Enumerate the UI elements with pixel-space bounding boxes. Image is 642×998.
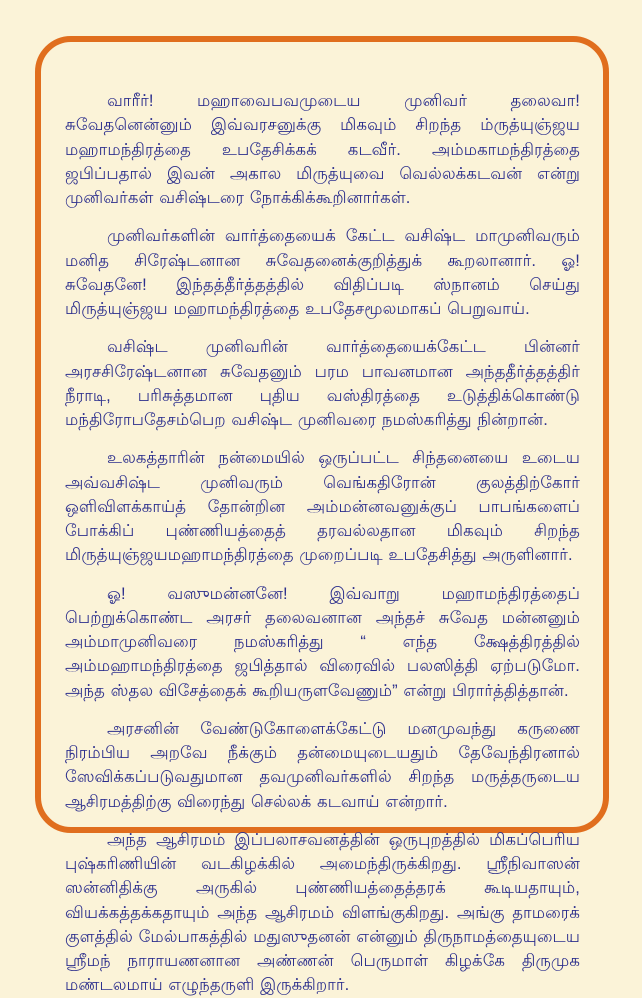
paragraph-3: வசிஷ்ட முனிவரின் வார்த்தையைக்கேட்ட பின்னர் அரசசிரேஷ்டனான சுவேதனும் பரம பாவனமான அந்ததீர்த்தத்திர் நீராடி, பரிசுத்தமான புதிய வஸ்திரத்தை உடுத்திக்கொண்டு மந்திரோபதேசம்பெற வசிஷ்ட முனிவரை நமஸ்கரித்து நின்றான். — [65, 338, 580, 429]
paragraph-1: வாரீர்! மஹாவைபவமுடைய முனிவர் தலைவா! சுவேதனென்னும் இவ்வரசனுக்கு மிகவும் சிறந்த ம்ருத்யுஞ்ஜய மஹாமந்திரத்தை உபதேசிக்கக் கடவீர். அம்மகாமந்திரத்தை ஜபிப்பதால் இவன் அகால மிருத்யுவை வெல்லக்கடவன் என்று முனிவர்கள் வசிஷ்டரை நோக்கிக்கூறினார்கள். — [65, 92, 580, 207]
paragraph-5: ஓ! வஸுமன்னனே! இவ்வாறு மஹாமந்திரத்தைப் பெற்றுக்கொண்ட அரசர் தலைவனான அந்தச் சுவேத மன்னனும் அம்மாமுனிவரை நமஸ்கரித்து “ எந்த க்ஷேத்திரத்தில் அம்மஹாமந்திரத்தை ஜபித்தால் விரைவில் பலஸித்தி ஏற்படுமோ. அந்த ஸ்தல விசேத்தைக் கூறியருளவேணும்” என்று பிரார்த்தித்தான். — [65, 584, 580, 700]
paragraph-2: முனிவர்களின் வார்த்தையைக் கேட்ட வசிஷ்ட மாமுனிவரும் மனித சிரேஷ்டனான சுவேதனைக்குறித்துக் கூறலானார். ஓ! சுவேதனே! இந்தத்தீர்த்தத்தில் விதிப்படி ஸ்நானம் செய்து மிருத்யுஞ்ஜய மஹாமந்திரத்தை உபதேசமூலமாகப் பெறுவாய். — [65, 227, 580, 318]
paragraph-4: உலகத்தாரின் நன்மையில் ஒருப்பட்ட சிந்தனையை உடைய அவ்வசிஷ்ட முனிவரும் வெங்கதிரோன் குலத்திற்கோர் ஒளிவிளக்காய்த் தோன்றின அம்மன்னவனுக்குப் பாபங்களைப் போக்கிப் புண்ணியத்தைத் தரவல்லதான மிகவும் சிறந்த மிருத்யுஞ்ஜயமஹாமந்திரத்தை முறைப்படி உபதேசித்து அருளினார். — [65, 449, 580, 565]
text-content — [41, 42, 603, 995]
paragraph-7: அந்த ஆசிரமம் இப்பலாசவனத்தின் ஒருபுறத்தில் மிகப்பெரிய புஷ்கரிணியின் வடகிழக்கில் அமைந்திருக்கிறது. ஸ்ரீநிவாஸன் ஸன்னிதிக்கு அருகில் புண்ணியத்தைத்தரக் கூடியதாயும், வியக்கத்தக்கதாயும் அந்த ஆசிரமம் விளங்குகிறது. அங்கு தாமரைக் குளத்தில் மேல்பாகத்தில் மதுஸுதனன் என்னும் திருநாமத்தையுடைய ஸ்ரீமந் நாராயணனான அண்ணன் பெருமாள் கிழக்கே திருமுக மண்டலமாய் எழுந்தருளி இருக்கிறார். — [65, 830, 580, 995]
decorative-border-frame — [35, 36, 609, 995]
paragraph-6: அரசனின் வேண்டுகோளைக்கேட்டு மனமுவந்து கருணை நிரம்பிய அறவே நீக்கும் தன்மையுடையதும் தேவேந்திரனால் ஸேவிக்கப்படுவதுமான தவமுனிவர்களில் சிறந்த மருத்தருடைய ஆசிரமத்திற்கு விரைந்து செல்லக் கடவாய் என்றார். — [65, 719, 580, 811]
